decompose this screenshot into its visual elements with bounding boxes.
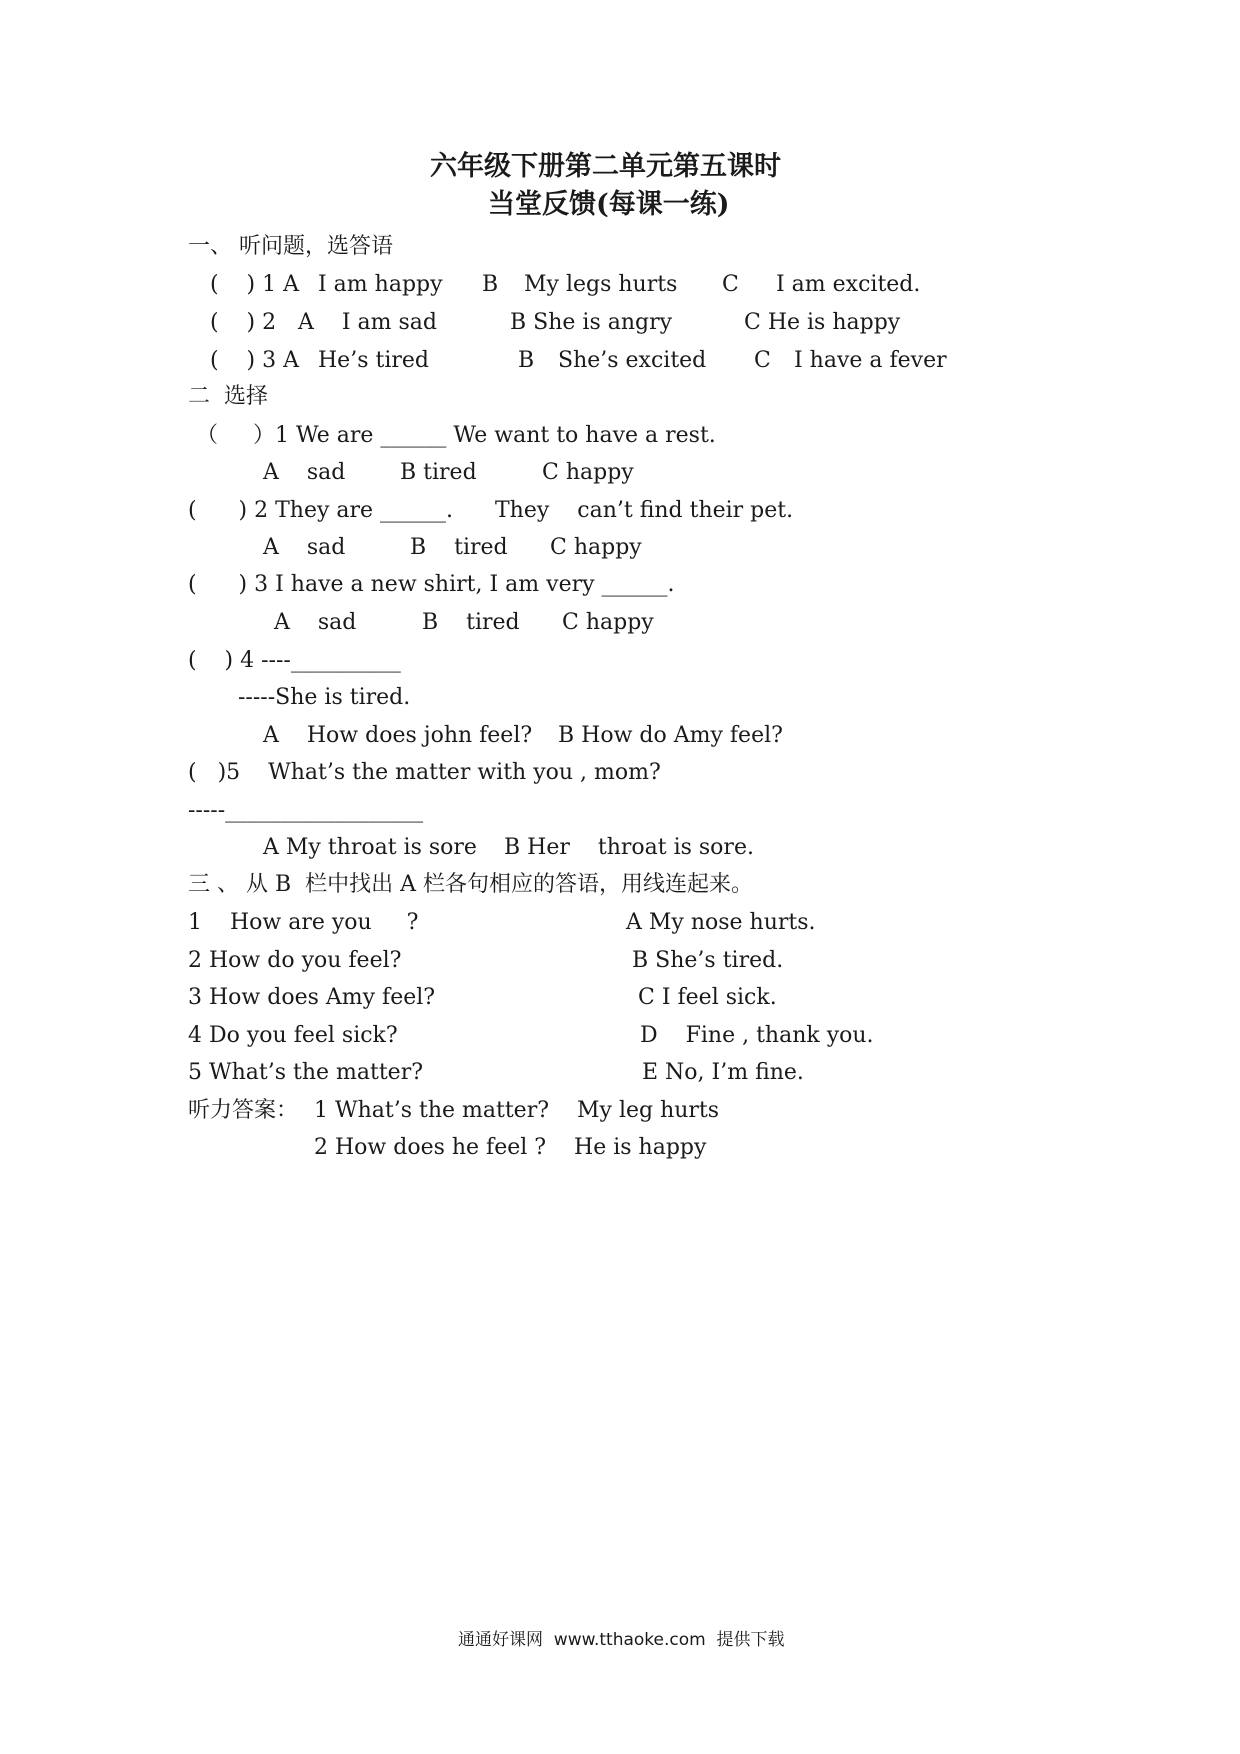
s2-q5-reply: -----__________________ (188, 798, 424, 823)
s1-q2-option-c: C He is happy (744, 310, 901, 335)
s2-q1-option-c: C happy (542, 460, 634, 485)
s2-q4-reply: -----She is tired. (238, 685, 411, 710)
section3-heading: 三 、 从 B 栏中找出 A 栏各句相应的答语，用线连起来。 (188, 872, 754, 897)
s3-col-a-item-1: 1 How are you ? (188, 910, 419, 935)
s1-q2-option-a: A I am sad (298, 310, 438, 335)
s2-q2-stem: ( ) 2 They are ______. They can’t find their pet. (188, 498, 794, 523)
s2-q2-option-a: A sad (263, 535, 346, 560)
s3-col-a-item-3: 3 How does Amy feel? (188, 985, 436, 1010)
s3-col-b-item-5: E No, I’m fine. (642, 1060, 804, 1085)
s2-q5-stem: ( )5 What’s the matter with you , mom? (188, 760, 661, 785)
footer-credit: 通通好课网 www.tthaoke.com 提供下载 (458, 1630, 785, 1650)
s2-q1-stem: （ ）1 We are ______ We want to have a rest. (196, 423, 716, 448)
s2-q2-option-c: C happy (550, 535, 642, 560)
s2-q4-option-b: B How do Amy feel? (558, 723, 783, 748)
s2-q2-option-b: B tired (410, 535, 508, 560)
s1-q3-number: ( ) 3 A (210, 348, 300, 373)
s1-q3-option-a: He’s tired (318, 348, 429, 373)
s2-q1-option-a: A sad (263, 460, 346, 485)
answers-label: 听力答案： (188, 1098, 299, 1123)
s3-col-b-item-3: C I feel sick. (638, 985, 777, 1010)
s1-q1-number: ( ) 1 A (210, 272, 300, 297)
s1-q1-option-b: My legs hurts (524, 272, 678, 297)
s2-q3-option-c: C happy (562, 610, 654, 635)
s1-q2-option-b: B She is angry (510, 310, 673, 335)
s1-q3-option-b: She’s excited (558, 348, 707, 373)
s3-col-b-item-1: A My nose hurts. (626, 910, 816, 935)
s1-q1-option-c: I am excited. (776, 272, 921, 297)
s2-q5-option-b: B Her throat is sore. (504, 835, 754, 860)
s1-q1-c-label: C (722, 272, 739, 297)
answers-line-2: 2 How does he feel ? He is happy (314, 1135, 707, 1160)
answers-line-1: 1 What’s the matter? My leg hurts (314, 1098, 720, 1123)
section2-heading: 二 选择 (188, 384, 268, 409)
s3-col-b-item-4: D Fine , thank you. (640, 1023, 874, 1048)
s2-q3-option-a: A sad (274, 610, 357, 635)
s1-q3-c-label: C (754, 348, 771, 373)
s2-q4-option-a: A How does john feel? (263, 723, 533, 748)
s1-q3-option-c: I have a fever (794, 348, 947, 373)
s1-q2-number: ( ) 2 (210, 310, 277, 335)
s3-col-a-item-2: 2 How do you feel? (188, 948, 402, 973)
s2-q1-option-b: B tired (400, 460, 477, 485)
s2-q4-stem: ( ) 4 ----__________ (188, 648, 401, 673)
s3-col-a-item-5: 5 What’s the matter? (188, 1060, 424, 1085)
s3-col-b-item-2: B She’s tired. (632, 948, 784, 973)
s1-q1-b-label: B (482, 272, 499, 297)
s2-q5-option-a: A My throat is sore (263, 835, 477, 860)
s1-q3-b-label: B (518, 348, 535, 373)
page-title: 六年级下册第二单元第五课时 (430, 151, 781, 182)
s3-col-a-item-4: 4 Do you feel sick? (188, 1023, 398, 1048)
page-subtitle: 当堂反馈(每课一练) (488, 189, 730, 220)
s2-q3-option-b: B tired (422, 610, 520, 635)
section1-heading: 一、 听问题，选答语 (188, 234, 393, 259)
s2-q3-stem: ( ) 3 I have a new shirt, I am very ______. (188, 572, 675, 597)
s1-q1-option-a: I am happy (318, 272, 443, 297)
